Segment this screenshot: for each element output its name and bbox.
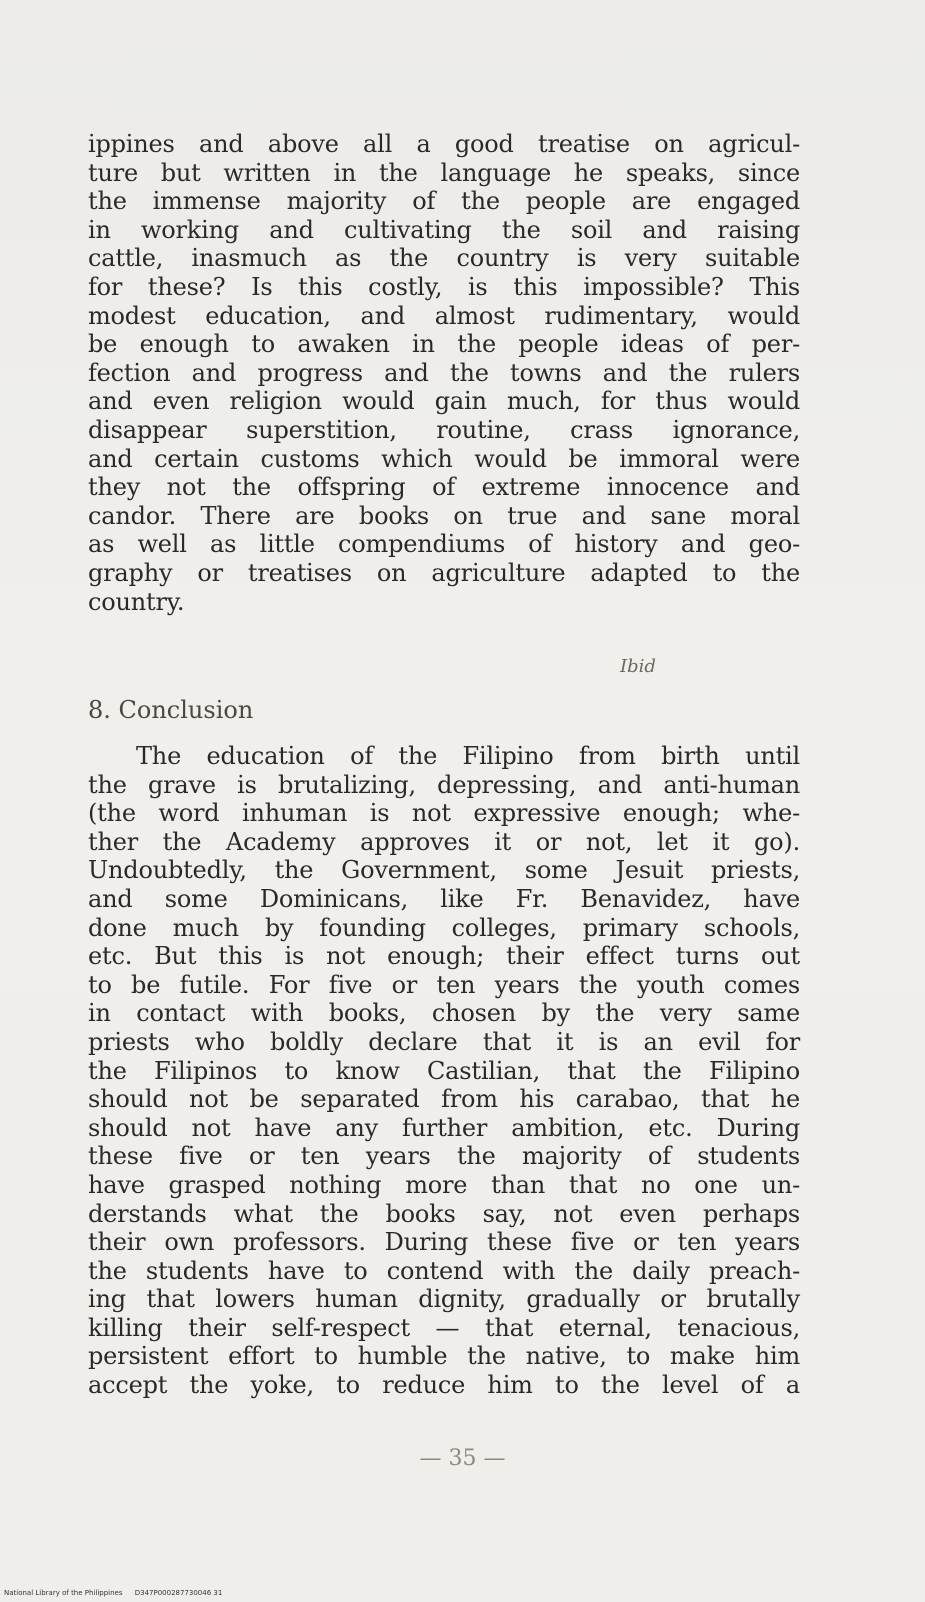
citation-ibid: Ibid xyxy=(620,656,656,677)
text-line: should not have any further ambition, etc. During xyxy=(88,1113,800,1142)
page-number: — 35 — xyxy=(419,1446,506,1471)
text-line: to be futile. For five or ten years the youth comes xyxy=(88,970,800,999)
text-line: for these? Is this costly, is this impossible? This xyxy=(88,272,800,301)
paragraph-2 xyxy=(88,742,800,1400)
text-line: have grasped nothing more than that no one un- xyxy=(88,1170,800,1199)
text-line: and some Dominicans, like Fr. Benavidez, have xyxy=(88,884,800,913)
text-line: ture but written in the language he speaks, since xyxy=(88,158,800,187)
section-heading: 8. Conclusion xyxy=(88,696,254,724)
text-line: etc. But this is not enough; their effect turns out xyxy=(88,942,800,971)
text-line: the immense majority of the people are engaged xyxy=(88,187,800,216)
text-line: graphy or treatises on agriculture adapted to the xyxy=(88,558,800,587)
text-line: ther the Academy approves it or not, let it go). xyxy=(88,827,800,856)
credit-identifier: D347P000287730046 31 xyxy=(134,1589,223,1597)
text-line: the students have to contend with the daily preach- xyxy=(88,1256,800,1285)
credit-institution: National Library of the Philippines xyxy=(4,1589,123,1597)
text-line: these five or ten years the majority of students xyxy=(88,1142,800,1171)
text-line: and even religion would gain much, for thus would xyxy=(88,387,800,416)
text-line: should not be separated from his carabao, that he xyxy=(88,1085,800,1114)
text-line: their own professors. During these five or ten years xyxy=(88,1228,800,1257)
text-line: persistent effort to humble the native, to make him xyxy=(88,1342,800,1371)
scan-credit xyxy=(4,1589,222,1597)
text-line: Undoubtedly, the Government, some Jesuit priests, xyxy=(88,856,800,885)
text-line: killing their self-respect — that eternal, tenacious, xyxy=(88,1313,800,1342)
text-line: and certain customs which would be immoral were xyxy=(88,444,800,473)
text-line: The education of the Filipino from birth until xyxy=(136,742,800,770)
text-line: cattle, inasmuch as the country is very suitable xyxy=(88,244,800,273)
text-line: the grave is brutalizing, depressing, and anti-human xyxy=(88,770,800,799)
text-line: they not the offspring of extreme innocence and xyxy=(88,473,800,502)
paragraph-1 xyxy=(88,130,800,616)
text-line: candor. There are books on true and sane moral xyxy=(88,501,800,530)
text-line: accept the yoke, to reduce him to the level of a xyxy=(88,1371,800,1400)
text-line: as well as little compendiums of history and geo- xyxy=(88,530,800,559)
text-line: in working and cultivating the soil and raising xyxy=(88,215,800,244)
text-line: in contact with books, chosen by the very same xyxy=(88,999,800,1028)
text-line: derstands what the books say, not even perhaps xyxy=(88,1199,800,1228)
text-line: be enough to awaken in the people ideas of per- xyxy=(88,330,800,359)
text-line: the Filipinos to know Castilian, that the Filipino xyxy=(88,1056,800,1085)
text-line: priests who boldly declare that it is an evil for xyxy=(88,1027,800,1056)
text-line: done much by founding colleges, primary schools, xyxy=(88,913,800,942)
text-line: disappear superstition, routine, crass ignorance, xyxy=(88,415,800,444)
text-line: fection and progress and the towns and the rulers xyxy=(88,358,800,387)
text-line: country. xyxy=(88,587,185,616)
text-line: modest education, and almost rudimentary, would xyxy=(88,301,800,330)
text-line: ippines and above all a good treatise on agricul- xyxy=(88,130,800,158)
text-line: (the word inhuman is not expressive enough; whe- xyxy=(88,799,800,828)
text-line: ing that lowers human dignity, gradually or brutally xyxy=(88,1285,800,1314)
